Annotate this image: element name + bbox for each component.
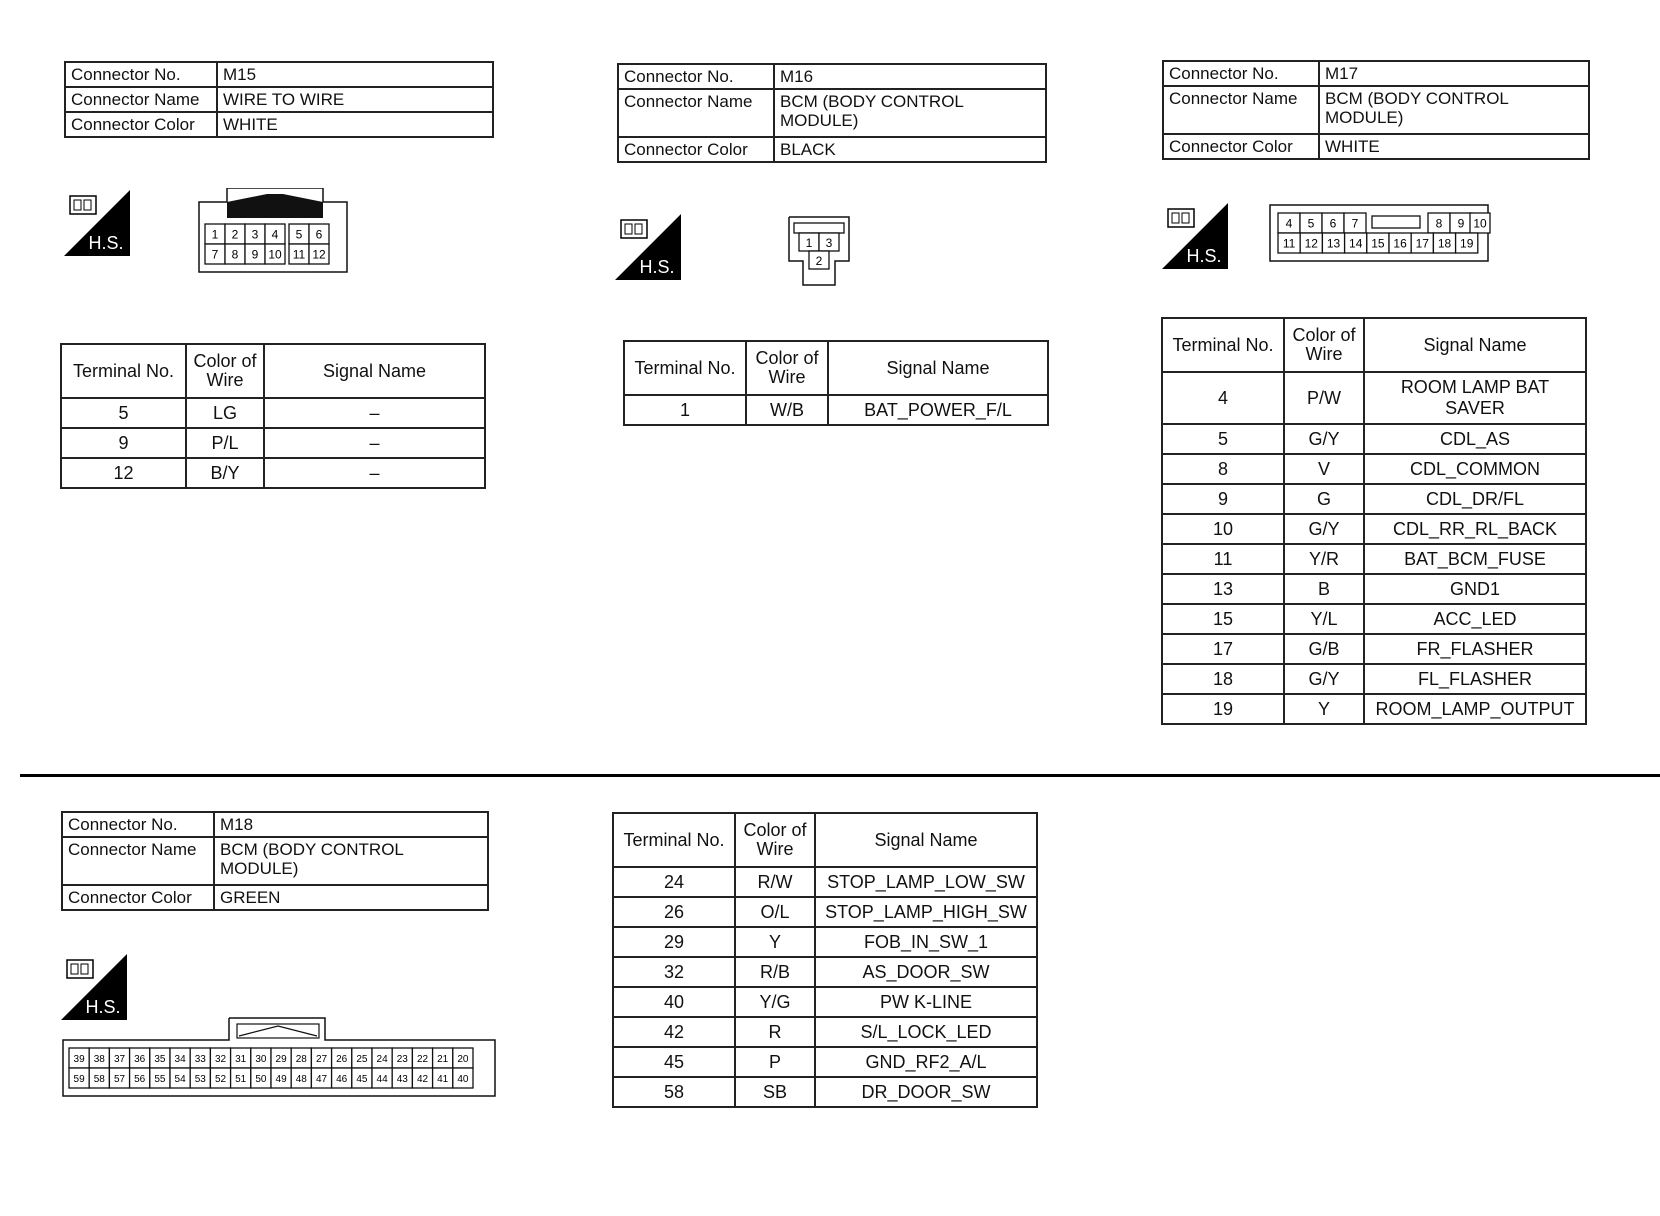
m18-pin-23: 23: [396, 1054, 408, 1065]
section-divider: [20, 774, 1660, 777]
table-row: [1162, 424, 1586, 454]
m18-terminal-table: [612, 812, 1038, 1108]
wire-color-cell: Y/L: [1284, 604, 1364, 634]
label-connector-name: Connector Name: [62, 837, 214, 885]
m15-pin-5: 5: [295, 227, 303, 242]
terminal-no-cell: 8: [1162, 454, 1284, 484]
terminal-no-cell: 45: [613, 1047, 735, 1077]
m18-pin-27: 27: [315, 1054, 328, 1065]
m18-connector-no: M18: [214, 812, 488, 837]
wire-color-cell: O/L: [735, 897, 815, 927]
m18-info-table: [61, 811, 489, 911]
m18-pin-58: 58: [93, 1074, 105, 1085]
m18-connector-color: GREEN: [214, 885, 488, 910]
wire-color-cell: R/W: [735, 867, 815, 897]
wire-color-cell: P/L: [186, 428, 264, 458]
table-row: [1162, 372, 1586, 424]
m18-pin-41: 41: [437, 1074, 449, 1085]
table-row: [613, 1077, 1037, 1107]
table-row: [613, 1047, 1037, 1077]
wire-color-cell: G/Y: [1284, 514, 1364, 544]
wire-color-cell: B/Y: [186, 458, 264, 488]
m17-terminal-table: [1161, 317, 1587, 725]
terminal-no-cell: 24: [613, 867, 735, 897]
signal-name-cell: BAT_POWER_F/L: [828, 395, 1048, 425]
m18-pin-33: 33: [194, 1054, 206, 1065]
terminal-no-cell: 5: [61, 398, 186, 428]
m18-pin-56: 56: [134, 1074, 146, 1085]
wire-color-cell: G/Y: [1284, 664, 1364, 694]
m16-connector-color: BLACK: [774, 137, 1046, 162]
header-terminal-no: Terminal No.: [1162, 318, 1284, 372]
m15-pin-8: 8: [231, 247, 239, 262]
m15-pin-11: 11: [292, 247, 306, 262]
wire-color-cell: W/B: [746, 395, 828, 425]
label-connector-no: Connector No.: [1163, 61, 1319, 86]
signal-name-cell: FOB_IN_SW_1: [815, 927, 1037, 957]
wire-color-cell: R/B: [735, 957, 815, 987]
signal-name-cell: BAT_BCM_FUSE: [1364, 544, 1586, 574]
table-row: [1162, 634, 1586, 664]
signal-name-cell: FL_FLASHER: [1364, 664, 1586, 694]
signal-name-cell: –: [264, 458, 485, 488]
wire-color-cell: B: [1284, 574, 1364, 604]
m16-pin-2: 2: [815, 254, 823, 268]
harness-side-icon: [64, 190, 130, 256]
terminal-no-cell: 42: [613, 1017, 735, 1047]
hs-label: H.S.: [1186, 246, 1222, 266]
m18-pin-44: 44: [376, 1074, 388, 1085]
terminal-no-cell: 9: [1162, 484, 1284, 514]
m18-pin-47: 47: [315, 1074, 328, 1085]
m17-connector-no: M17: [1319, 61, 1589, 86]
terminal-no-cell: 17: [1162, 634, 1284, 664]
terminal-no-cell: 9: [61, 428, 186, 458]
terminal-no-cell: 4: [1162, 372, 1284, 424]
signal-name-cell: –: [264, 398, 485, 428]
signal-name-cell: ROOM LAMP BAT SAVER: [1364, 372, 1586, 424]
terminal-no-cell: 26: [613, 897, 735, 927]
terminal-no-cell: 19: [1162, 694, 1284, 724]
m18-pin-31: 31: [235, 1054, 247, 1065]
hs-label: H.S.: [85, 997, 121, 1017]
m18-pin-30: 30: [255, 1054, 267, 1065]
m18-pin-24: 24: [376, 1054, 388, 1065]
m18-pin-28: 28: [295, 1054, 307, 1065]
header-terminal-no: Terminal No.: [61, 344, 186, 398]
m17-pin-12: 12: [1304, 236, 1318, 251]
signal-name-cell: STOP_LAMP_LOW_SW: [815, 867, 1037, 897]
m15-pin-2: 2: [231, 227, 239, 242]
label-connector-no: Connector No.: [618, 64, 774, 89]
header-signal-name: Signal Name: [815, 813, 1037, 867]
m15-connector-name: WIRE TO WIRE: [217, 87, 493, 112]
m15-connector-color: WHITE: [217, 112, 493, 137]
m17-info-table: [1162, 60, 1590, 160]
m17-pin-14: 14: [1349, 236, 1363, 251]
m18-pin-36: 36: [134, 1054, 146, 1065]
m18-pin-46: 46: [336, 1074, 348, 1085]
signal-name-cell: CDL_DR/FL: [1364, 484, 1586, 514]
label-connector-no: Connector No.: [65, 62, 217, 87]
m17-pin-11: 11: [1282, 236, 1296, 251]
label-connector-name: Connector Name: [65, 87, 217, 112]
wire-color-cell: Y/R: [1284, 544, 1364, 574]
wire-color-cell: P/W: [1284, 372, 1364, 424]
m16-pin-3: 3: [825, 236, 833, 250]
label-connector-color: Connector Color: [62, 885, 214, 910]
table-row: [1162, 514, 1586, 544]
m17-pin-6: 6: [1329, 216, 1337, 231]
table-row: [1162, 574, 1586, 604]
wire-color-cell: LG: [186, 398, 264, 428]
header-signal-name: Signal Name: [828, 341, 1048, 395]
terminal-no-cell: 1: [624, 395, 746, 425]
wire-color-cell: G: [1284, 484, 1364, 514]
m15-pin-3: 3: [251, 227, 259, 242]
table-row: [1162, 604, 1586, 634]
wire-color-cell: SB: [735, 1077, 815, 1107]
m18-pin-42: 42: [416, 1074, 429, 1085]
m15-pin-6: 6: [315, 227, 323, 242]
signal-name-cell: ACC_LED: [1364, 604, 1586, 634]
m18-pin-35: 35: [154, 1054, 166, 1065]
table-row: [1162, 694, 1586, 724]
label-connector-name: Connector Name: [1163, 86, 1319, 134]
table-row: [613, 927, 1037, 957]
terminal-no-cell: 13: [1162, 574, 1284, 604]
header-color-of-wire: Color of Wire: [746, 341, 828, 395]
m15-pin-7: 7: [211, 247, 219, 262]
signal-name-cell: CDL_COMMON: [1364, 454, 1586, 484]
table-row: [613, 867, 1037, 897]
table-row: [613, 957, 1037, 987]
wire-color-cell: G/Y: [1284, 424, 1364, 454]
signal-name-cell: PW K-LINE: [815, 987, 1037, 1017]
m18-pin-55: 55: [154, 1074, 166, 1085]
signal-name-cell: –: [264, 428, 485, 458]
wire-color-cell: Y: [735, 927, 815, 957]
m15-terminal-table: [60, 343, 486, 489]
m15-pin-1: 1: [211, 227, 219, 242]
m18-pin-57: 57: [113, 1074, 126, 1085]
m18-pin-45: 45: [356, 1074, 368, 1085]
m18-pin-43: 43: [396, 1074, 408, 1085]
table-row: [1162, 484, 1586, 514]
header-terminal-no: Terminal No.: [624, 341, 746, 395]
m18-connector-face: [61, 1016, 497, 1098]
signal-name-cell: AS_DOOR_SW: [815, 957, 1037, 987]
label-connector-no: Connector No.: [62, 812, 214, 837]
terminal-no-cell: 10: [1162, 514, 1284, 544]
m15-info-table: [64, 61, 494, 138]
signal-name-cell: STOP_LAMP_HIGH_SW: [815, 897, 1037, 927]
wire-color-cell: Y/G: [735, 987, 815, 1017]
wire-color-cell: P: [735, 1047, 815, 1077]
header-color-of-wire: Color of Wire: [735, 813, 815, 867]
terminal-no-cell: 15: [1162, 604, 1284, 634]
blank-cavity: [1372, 216, 1420, 228]
m18-pin-49: 49: [275, 1074, 287, 1085]
m18-pin-40: 40: [457, 1074, 469, 1085]
m17-pin-13: 13: [1326, 236, 1341, 251]
table-row: [613, 1017, 1037, 1047]
m16-connector-face: [787, 215, 853, 289]
m15-pin-12: 12: [312, 247, 326, 262]
signal-name-cell: GND_RF2_A/L: [815, 1047, 1037, 1077]
label-connector-color: Connector Color: [1163, 134, 1319, 159]
m18-pin-25: 25: [356, 1054, 368, 1065]
m17-pin-4: 4: [1285, 216, 1293, 231]
m18-pin-39: 39: [73, 1054, 85, 1065]
m17-pin-16: 16: [1393, 236, 1407, 251]
table-row: [1162, 454, 1586, 484]
m17-pin-10: 10: [1473, 216, 1487, 231]
m17-pin-19: 19: [1460, 236, 1474, 251]
m17-pin-15: 15: [1371, 236, 1385, 251]
m18-pin-21: 21: [437, 1054, 449, 1065]
terminal-no-cell: 11: [1162, 544, 1284, 574]
terminal-no-cell: 40: [613, 987, 735, 1017]
m15-connector-no: M15: [217, 62, 493, 87]
m17-pin-5: 5: [1307, 216, 1315, 231]
m18-pin-26: 26: [336, 1054, 348, 1065]
table-row: [613, 987, 1037, 1017]
header-color-of-wire: Color of Wire: [1284, 318, 1364, 372]
header-color-of-wire: Color of Wire: [186, 344, 264, 398]
m15-pin-9: 9: [251, 247, 259, 262]
m18-pin-51: 51: [235, 1074, 247, 1085]
m18-pin-38: 38: [93, 1054, 105, 1065]
m18-pin-59: 59: [73, 1074, 85, 1085]
terminal-no-cell: 12: [61, 458, 186, 488]
m15-pin-4: 4: [271, 227, 279, 242]
m17-pin-18: 18: [1437, 236, 1452, 251]
table-row: [61, 458, 485, 488]
header-signal-name: Signal Name: [1364, 318, 1586, 372]
table-row: [61, 398, 485, 428]
signal-name-cell: CDL_AS: [1364, 424, 1586, 454]
table-row: [61, 428, 485, 458]
m17-connector-face: [1268, 203, 1492, 265]
m16-terminal-table: [623, 340, 1049, 426]
label-connector-name: Connector Name: [618, 89, 774, 137]
terminal-no-cell: 29: [613, 927, 735, 957]
m18-pin-50: 50: [255, 1074, 267, 1085]
m18-pin-29: 29: [275, 1054, 287, 1065]
m17-pin-9: 9: [1457, 216, 1465, 231]
signal-name-cell: S/L_LOCK_LED: [815, 1017, 1037, 1047]
signal-name-cell: FR_FLASHER: [1364, 634, 1586, 664]
table-row: [613, 897, 1037, 927]
m18-pin-20: 20: [457, 1054, 469, 1065]
hs-label: H.S.: [88, 233, 124, 253]
terminal-no-cell: 32: [613, 957, 735, 987]
label-connector-color: Connector Color: [65, 112, 217, 137]
wire-color-cell: G/B: [1284, 634, 1364, 664]
m18-pin-32: 32: [214, 1054, 227, 1065]
hs-label: H.S.: [639, 257, 675, 277]
wire-color-cell: Y: [1284, 694, 1364, 724]
wire-color-cell: V: [1284, 454, 1364, 484]
signal-name-cell: CDL_RR_RL_BACK: [1364, 514, 1586, 544]
m16-connector-name: BCM (BODY CONTROL MODULE): [774, 89, 1046, 137]
m17-connector-name: BCM (BODY CONTROL MODULE): [1319, 86, 1589, 134]
m15-pin-10: 10: [268, 247, 282, 262]
m16-pin-1: 1: [805, 236, 813, 250]
terminal-no-cell: 58: [613, 1077, 735, 1107]
m18-pin-52: 52: [214, 1074, 227, 1085]
table-row: [1162, 544, 1586, 574]
m18-connector-name: BCM (BODY CONTROL MODULE): [214, 837, 488, 885]
label-connector-color: Connector Color: [618, 137, 774, 162]
wire-color-cell: R: [735, 1017, 815, 1047]
m15-connector-face: [197, 188, 353, 276]
m16-info-table: [617, 63, 1047, 163]
m18-pin-22: 22: [416, 1054, 429, 1065]
m18-pin-34: 34: [174, 1054, 186, 1065]
terminal-no-cell: 18: [1162, 664, 1284, 694]
m17-connector-color: WHITE: [1319, 134, 1589, 159]
m16-connector-no: M16: [774, 64, 1046, 89]
harness-side-icon: [615, 214, 681, 280]
m17-pin-17: 17: [1415, 236, 1429, 251]
header-signal-name: Signal Name: [264, 344, 485, 398]
terminal-no-cell: 5: [1162, 424, 1284, 454]
signal-name-cell: GND1: [1364, 574, 1586, 604]
harness-side-icon: [1162, 203, 1228, 269]
m18-pin-48: 48: [295, 1074, 307, 1085]
table-row: [1162, 664, 1586, 694]
m18-pin-53: 53: [194, 1074, 206, 1085]
m17-pin-8: 8: [1435, 216, 1443, 231]
signal-name-cell: ROOM_LAMP_OUTPUT: [1364, 694, 1586, 724]
signal-name-cell: DR_DOOR_SW: [815, 1077, 1037, 1107]
table-row: [624, 395, 1048, 425]
harness-side-icon: [61, 954, 127, 1020]
m18-pin-37: 37: [113, 1054, 126, 1065]
m18-pin-54: 54: [174, 1074, 186, 1085]
header-terminal-no: Terminal No.: [613, 813, 735, 867]
m17-pin-7: 7: [1351, 216, 1359, 231]
